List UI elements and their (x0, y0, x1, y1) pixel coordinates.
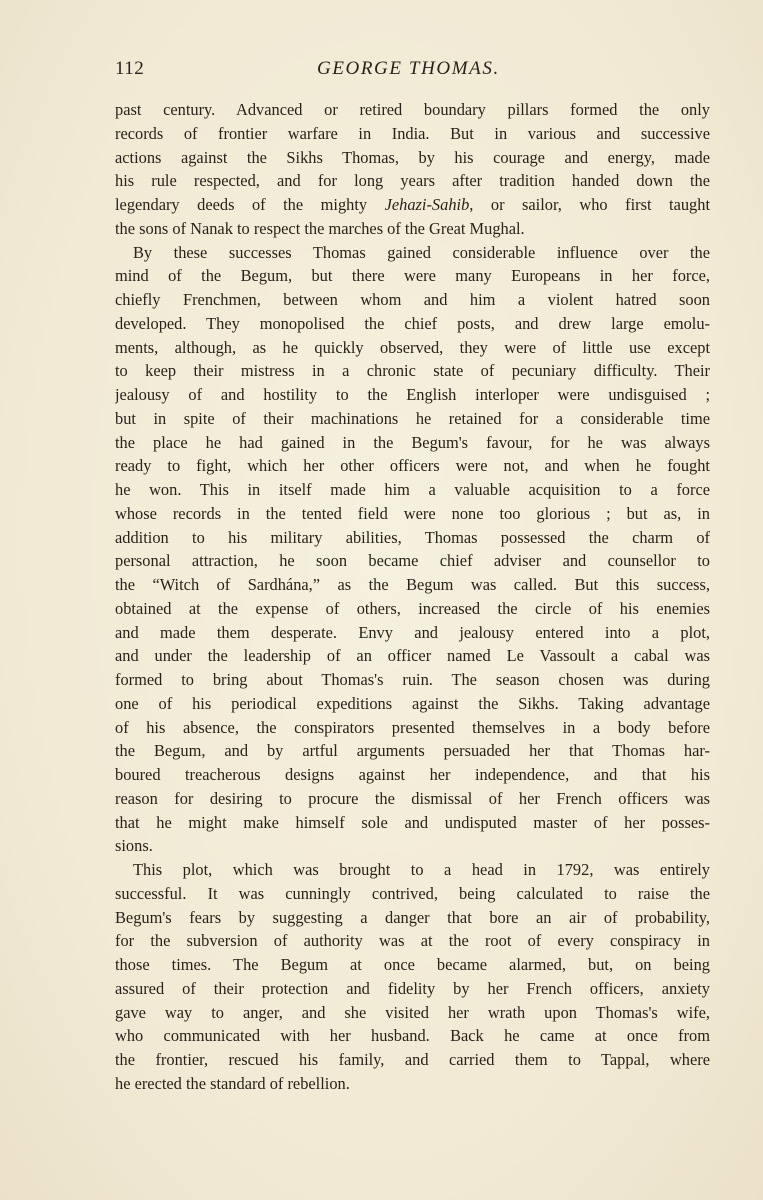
text-line: boured treacherous designs against her independence, and that his (115, 765, 710, 784)
text-line: sions. (115, 836, 153, 856)
page-number: 112 (115, 58, 145, 79)
text-line: for the subversion of authority was at the root of every conspiracy in (115, 931, 710, 951)
text-line: successful. It was cunningly contrived, being calculated to raise the (115, 883, 710, 903)
text-line: formed to bring about Thomas's ruin. The season chosen was during (115, 670, 710, 689)
text-line: who communicated with her husband. Back he came at once from (115, 1026, 710, 1046)
text-line: This plot, which was brought to a head in 1792, was entirely (133, 860, 710, 879)
text-line: those times. The Begum at once became alarmed, but, on being (115, 955, 710, 974)
body-text (115, 98, 710, 1096)
text-line: jealousy of and hostility to the English interloper were undisguised ; (115, 385, 710, 404)
text-line: assured of their protection and fidelity by her French officers, anxiety (115, 978, 710, 998)
text-line: mind of the Begum, but there were many Europeans in her force, (115, 266, 710, 286)
text-line: of his absence, the conspirators presented themselves in a body before (115, 717, 710, 737)
text-line: ments, although, as he quickly observed, they were of little use except (115, 337, 710, 357)
text-line: whose records in the tented field were none too glorious ; but as, in (115, 503, 710, 523)
text-line: the “Witch of Sardhána,” as the Begum was called. But this success, (115, 575, 710, 594)
text-line: but in spite of their machinations he retained for a considerable time (115, 408, 710, 428)
text-line: the place he had gained in the Begum's favour, for he was always (115, 432, 710, 452)
running-title: GEORGE THOMAS. (317, 58, 500, 79)
text-line: that he might make himself sole and undisputed master of her posses- (115, 812, 710, 832)
text-line: ready to fight, which her other officers were not, and when he fought (115, 456, 710, 476)
text-line: actions against the Sikhs Thomas, by his courage and energy, made (115, 147, 710, 167)
text-line: and under the leadership of an officer named Le Vassoult a cabal was (115, 646, 710, 666)
text-line: developed. They monopolised the chief posts, and drew large emolu- (115, 313, 710, 333)
page-header (115, 58, 710, 84)
text-line: personal attraction, he soon became chief adviser and counsellor to (115, 551, 710, 571)
text-line: addition to his military abilities, Thomas possessed the charm of (115, 527, 710, 547)
text-line: his rule respected, and for long years after tradition handed down the (115, 171, 710, 191)
text-line: to keep their mistress in a chronic state of pecuniary difficulty. Their (115, 361, 710, 381)
text-line (115, 193, 710, 217)
text-line: he erected the standard of rebellion. (115, 1073, 350, 1093)
text-line: records of frontier warfare in India. But in various and successive (115, 123, 710, 143)
text-line: the sons of Nanak to respect the marches of the Great Mughal. (115, 218, 525, 238)
text-line: By these successes Thomas gained considerable influence over the (133, 242, 710, 262)
text-line: chiefly Frenchmen, between whom and him a violent hatred soon (115, 290, 710, 309)
text-line: obtained at the expense of others, increased the circle of his enemies (115, 598, 710, 618)
text-line: and made them desperate. Envy and jealousy entered into a plot, (115, 622, 710, 642)
text-segment: , or sailor, who first taught (469, 195, 710, 214)
text-line: the Begum, and by artful arguments persuaded her that Thomas har- (115, 741, 710, 761)
text-line: reason for desiring to procure the dismissal of her French officers was (115, 788, 710, 808)
italic-term: Jehazi-Sahib (384, 195, 470, 214)
text-line: he won. This in itself made him a valuable acquisition to a force (115, 480, 710, 499)
text-line: the frontier, rescued his family, and carried them to Tappal, where (115, 1050, 710, 1069)
text-line: past century. Advanced or retired boundary pillars formed the only (115, 100, 710, 119)
text-line: gave way to anger, and she visited her wrath upon Thomas's wife, (115, 1002, 710, 1022)
text-line: one of his periodical expeditions against the Sikhs. Taking advantage (115, 693, 710, 713)
text-segment: legendary deeds of the mighty (115, 195, 385, 214)
text-line: Begum's fears by suggesting a danger that bore an air of probability, (115, 907, 710, 927)
